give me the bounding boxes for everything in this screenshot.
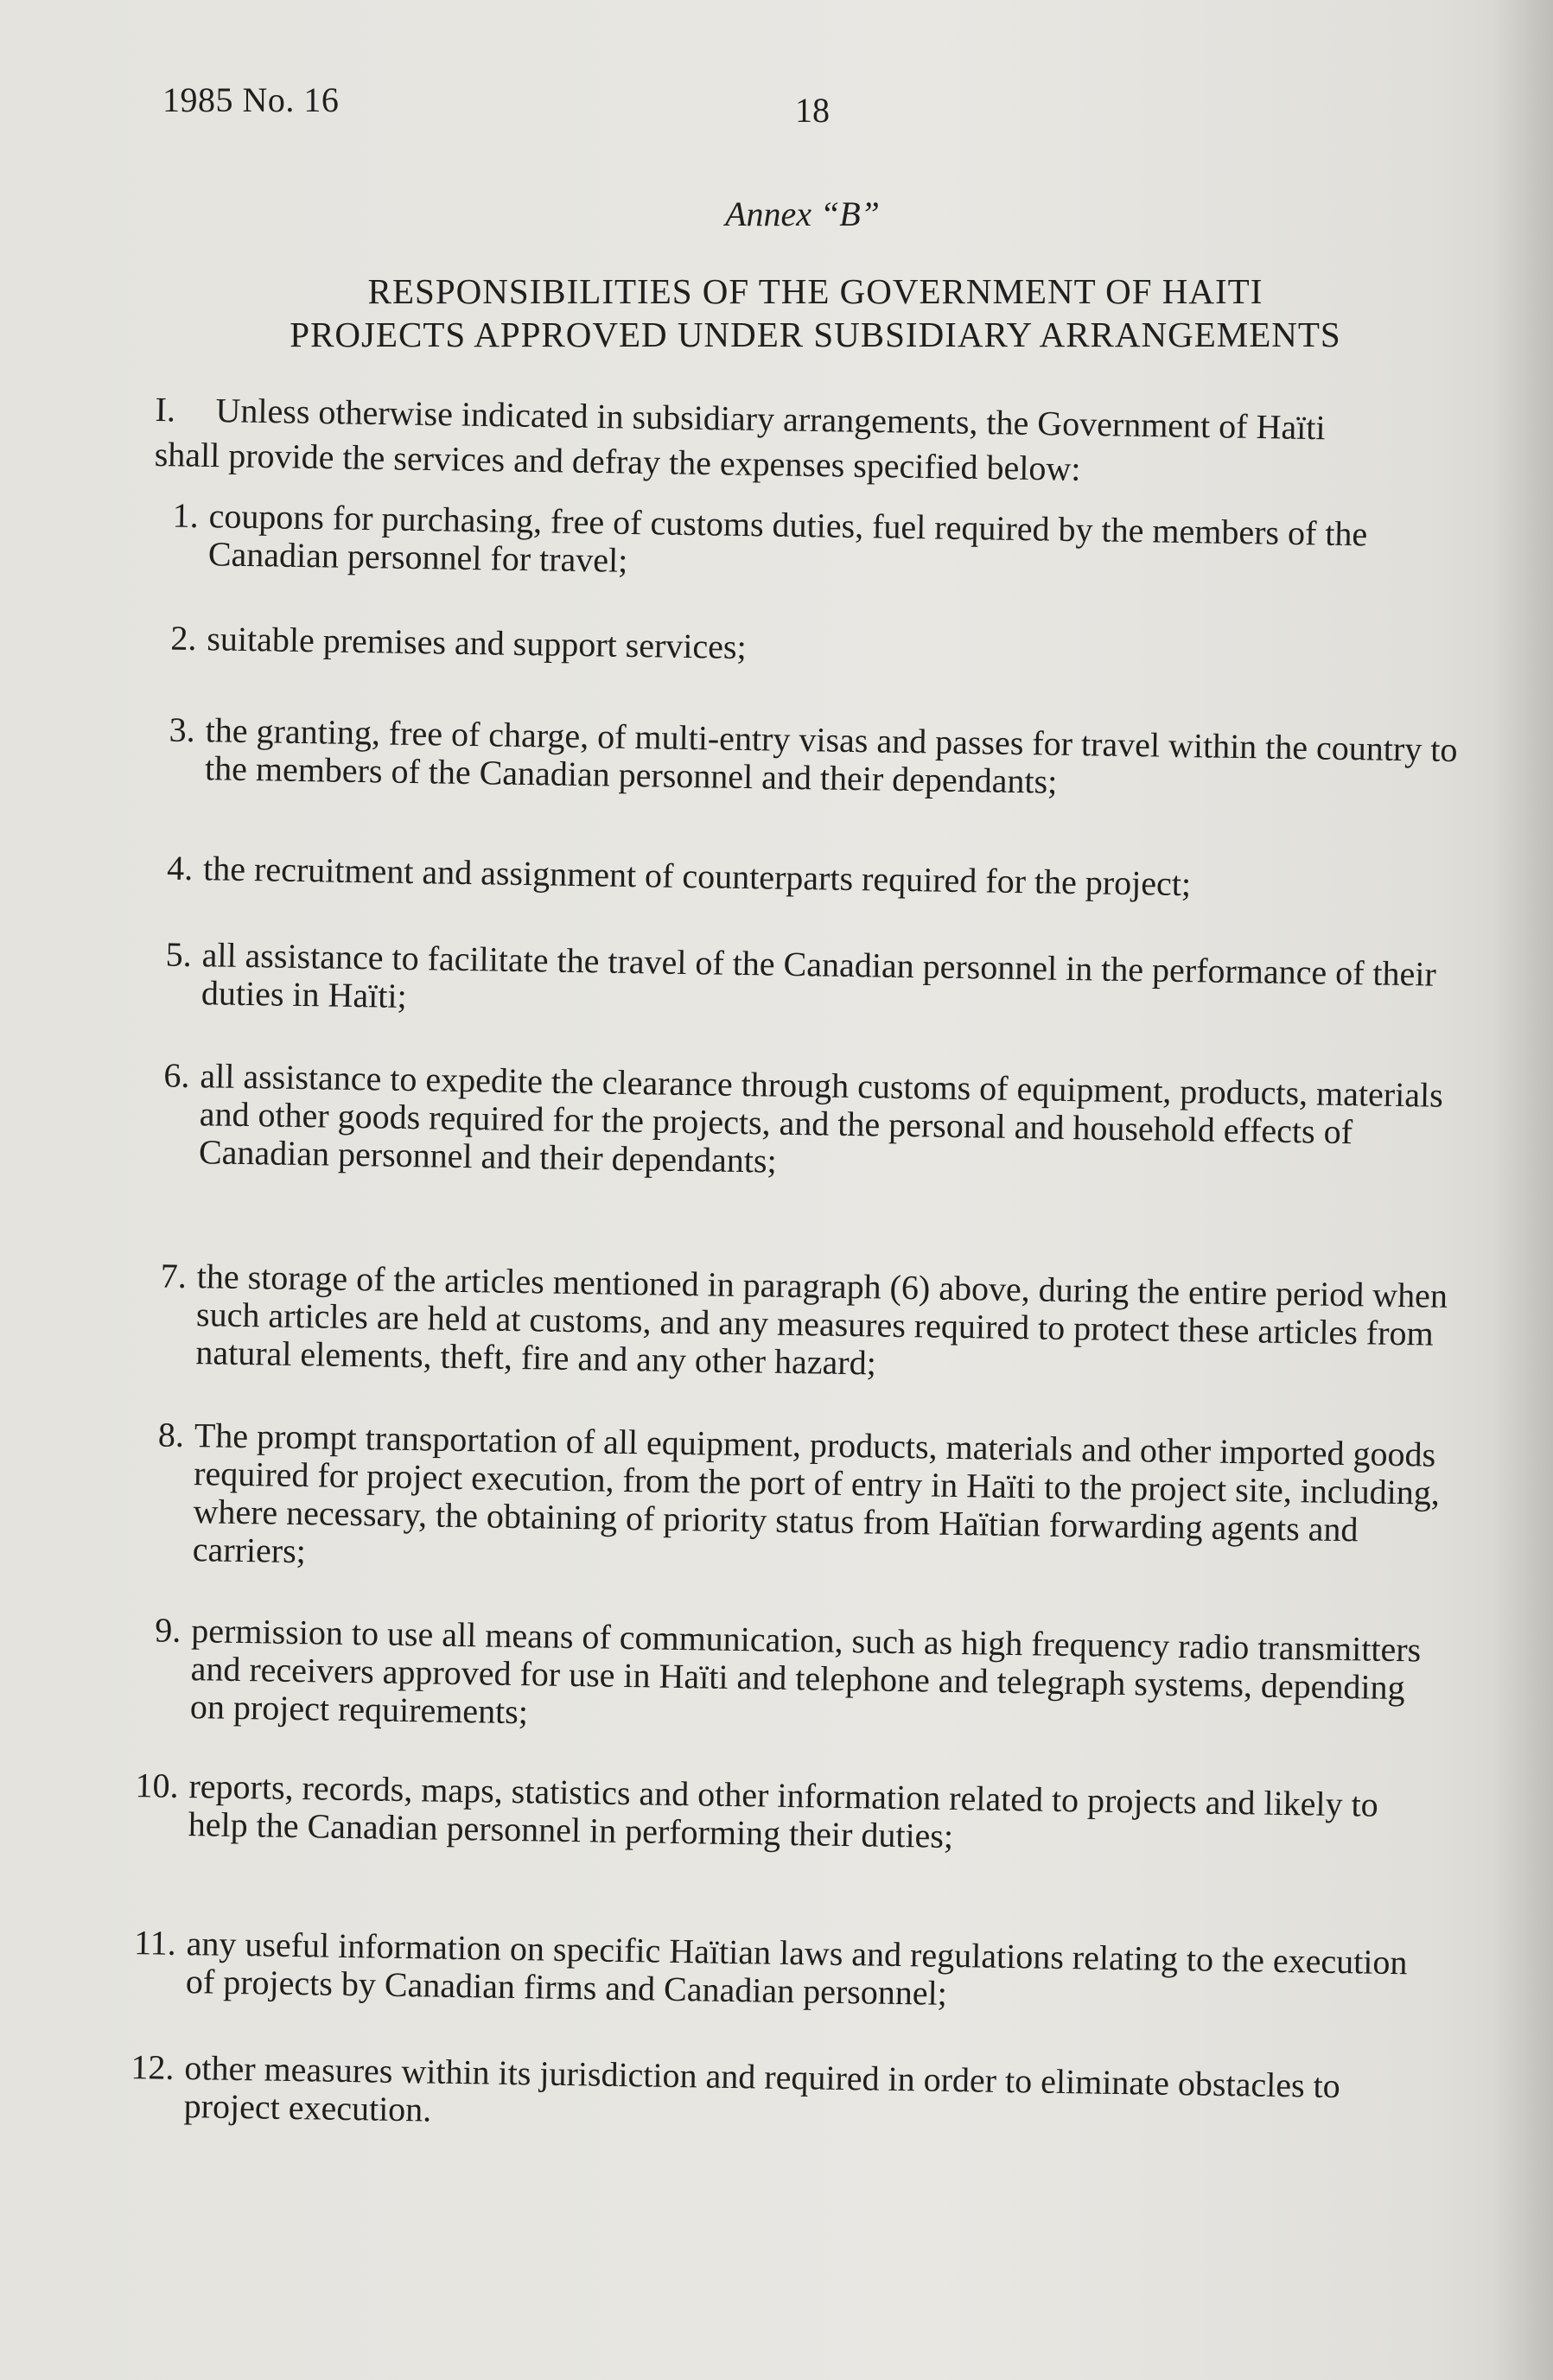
item-number: 2. (170, 618, 197, 659)
item-text: suitable premises and support services; (207, 619, 747, 667)
item-number: 6. (163, 1055, 190, 1096)
item-number: 10. (135, 1766, 179, 1805)
item-number: 3. (169, 710, 196, 750)
intro-text-line-2: shall provide the services and defray the expenses specified below: (154, 434, 1081, 488)
item-number: 1. (172, 495, 200, 536)
item-text: any useful information on specific Haïtian laws and regulations relating to the execution of projects by Canadian firms and Canadian personnel; (185, 1924, 1408, 2013)
item-text: reports, records, maps, statistics and other information related to projects and likely to help the Canadian personnel in performing their duties; (188, 1766, 1379, 1856)
page-number: 18 (795, 91, 830, 130)
intro-text-line-1: Unless otherwise indicated in subsidiary arrangements, the Government of Haïti (215, 391, 1326, 448)
item-text: all assistance to facilitate the travel of the Canadian personnel in the performance of their duties in Haïti; (200, 935, 1437, 1015)
annex-heading: Annex “B” (725, 194, 880, 233)
item-text: the granting, free of charge, of multi-entry visas and passes for travel within the country to the members of the Canadian personnel and their dependants; (204, 710, 1458, 801)
item-number: 12. (130, 2047, 175, 2087)
intro-number: I. (155, 389, 176, 430)
title-line-2: PROJECTS APPROVED UNDER SUBSIDIARY ARRANGEMENTS (290, 315, 1341, 354)
item-number: 4. (166, 848, 194, 888)
item-text: all assistance to expedite the clearance through customs of equipment, products, materials and other goods required for the projects, and the personal and household effects of Canadian personnel and their dependants; (198, 1056, 1444, 1180)
document-reference: 1985 No. 16 (162, 80, 340, 119)
item-number: 8. (157, 1415, 185, 1454)
item-text: the recruitment and assignment of counterparts required for the project; (202, 849, 1192, 904)
item-number: 5. (165, 934, 193, 975)
item-text: other measures within its jurisdiction and required in order to eliminate obstacles to project execution. (183, 2048, 1341, 2129)
document-title (0, 270, 1553, 356)
title-line-1: RESPONSIBILITIES OF THE GOVERNMENT OF HAITI (367, 271, 1263, 311)
page-gutter-shadow (1493, 0, 1553, 2380)
item-text: permission to use all means of communication, such as high frequency radio transmitters and receivers approved for use in Haïti and telephone and telegraph systems, depending on project requirements; (189, 1611, 1422, 1732)
item-number: 11. (133, 1923, 177, 1963)
item-text: The prompt transportation of all equipment, products, materials and other imported goods required for project execution, from the port of entry in Haïti to the project site, including, where necessary, the obtaining of priority status from Haïtian forwarding agents and carriers; (192, 1416, 1441, 1571)
item-text: coupons for purchasing, free of customs duties, fuel required by the members of the Canadian personnel for travel; (207, 496, 1368, 580)
item-number: 9. (155, 1610, 181, 1650)
item-text: the storage of the articles mentioned in paragraph (6) above, during the entire period when such articles are held at customs, and any measures required to protect these articles from natural elements, theft, fire and any other hazard; (195, 1257, 1448, 1383)
item-number: 7. (160, 1256, 188, 1295)
